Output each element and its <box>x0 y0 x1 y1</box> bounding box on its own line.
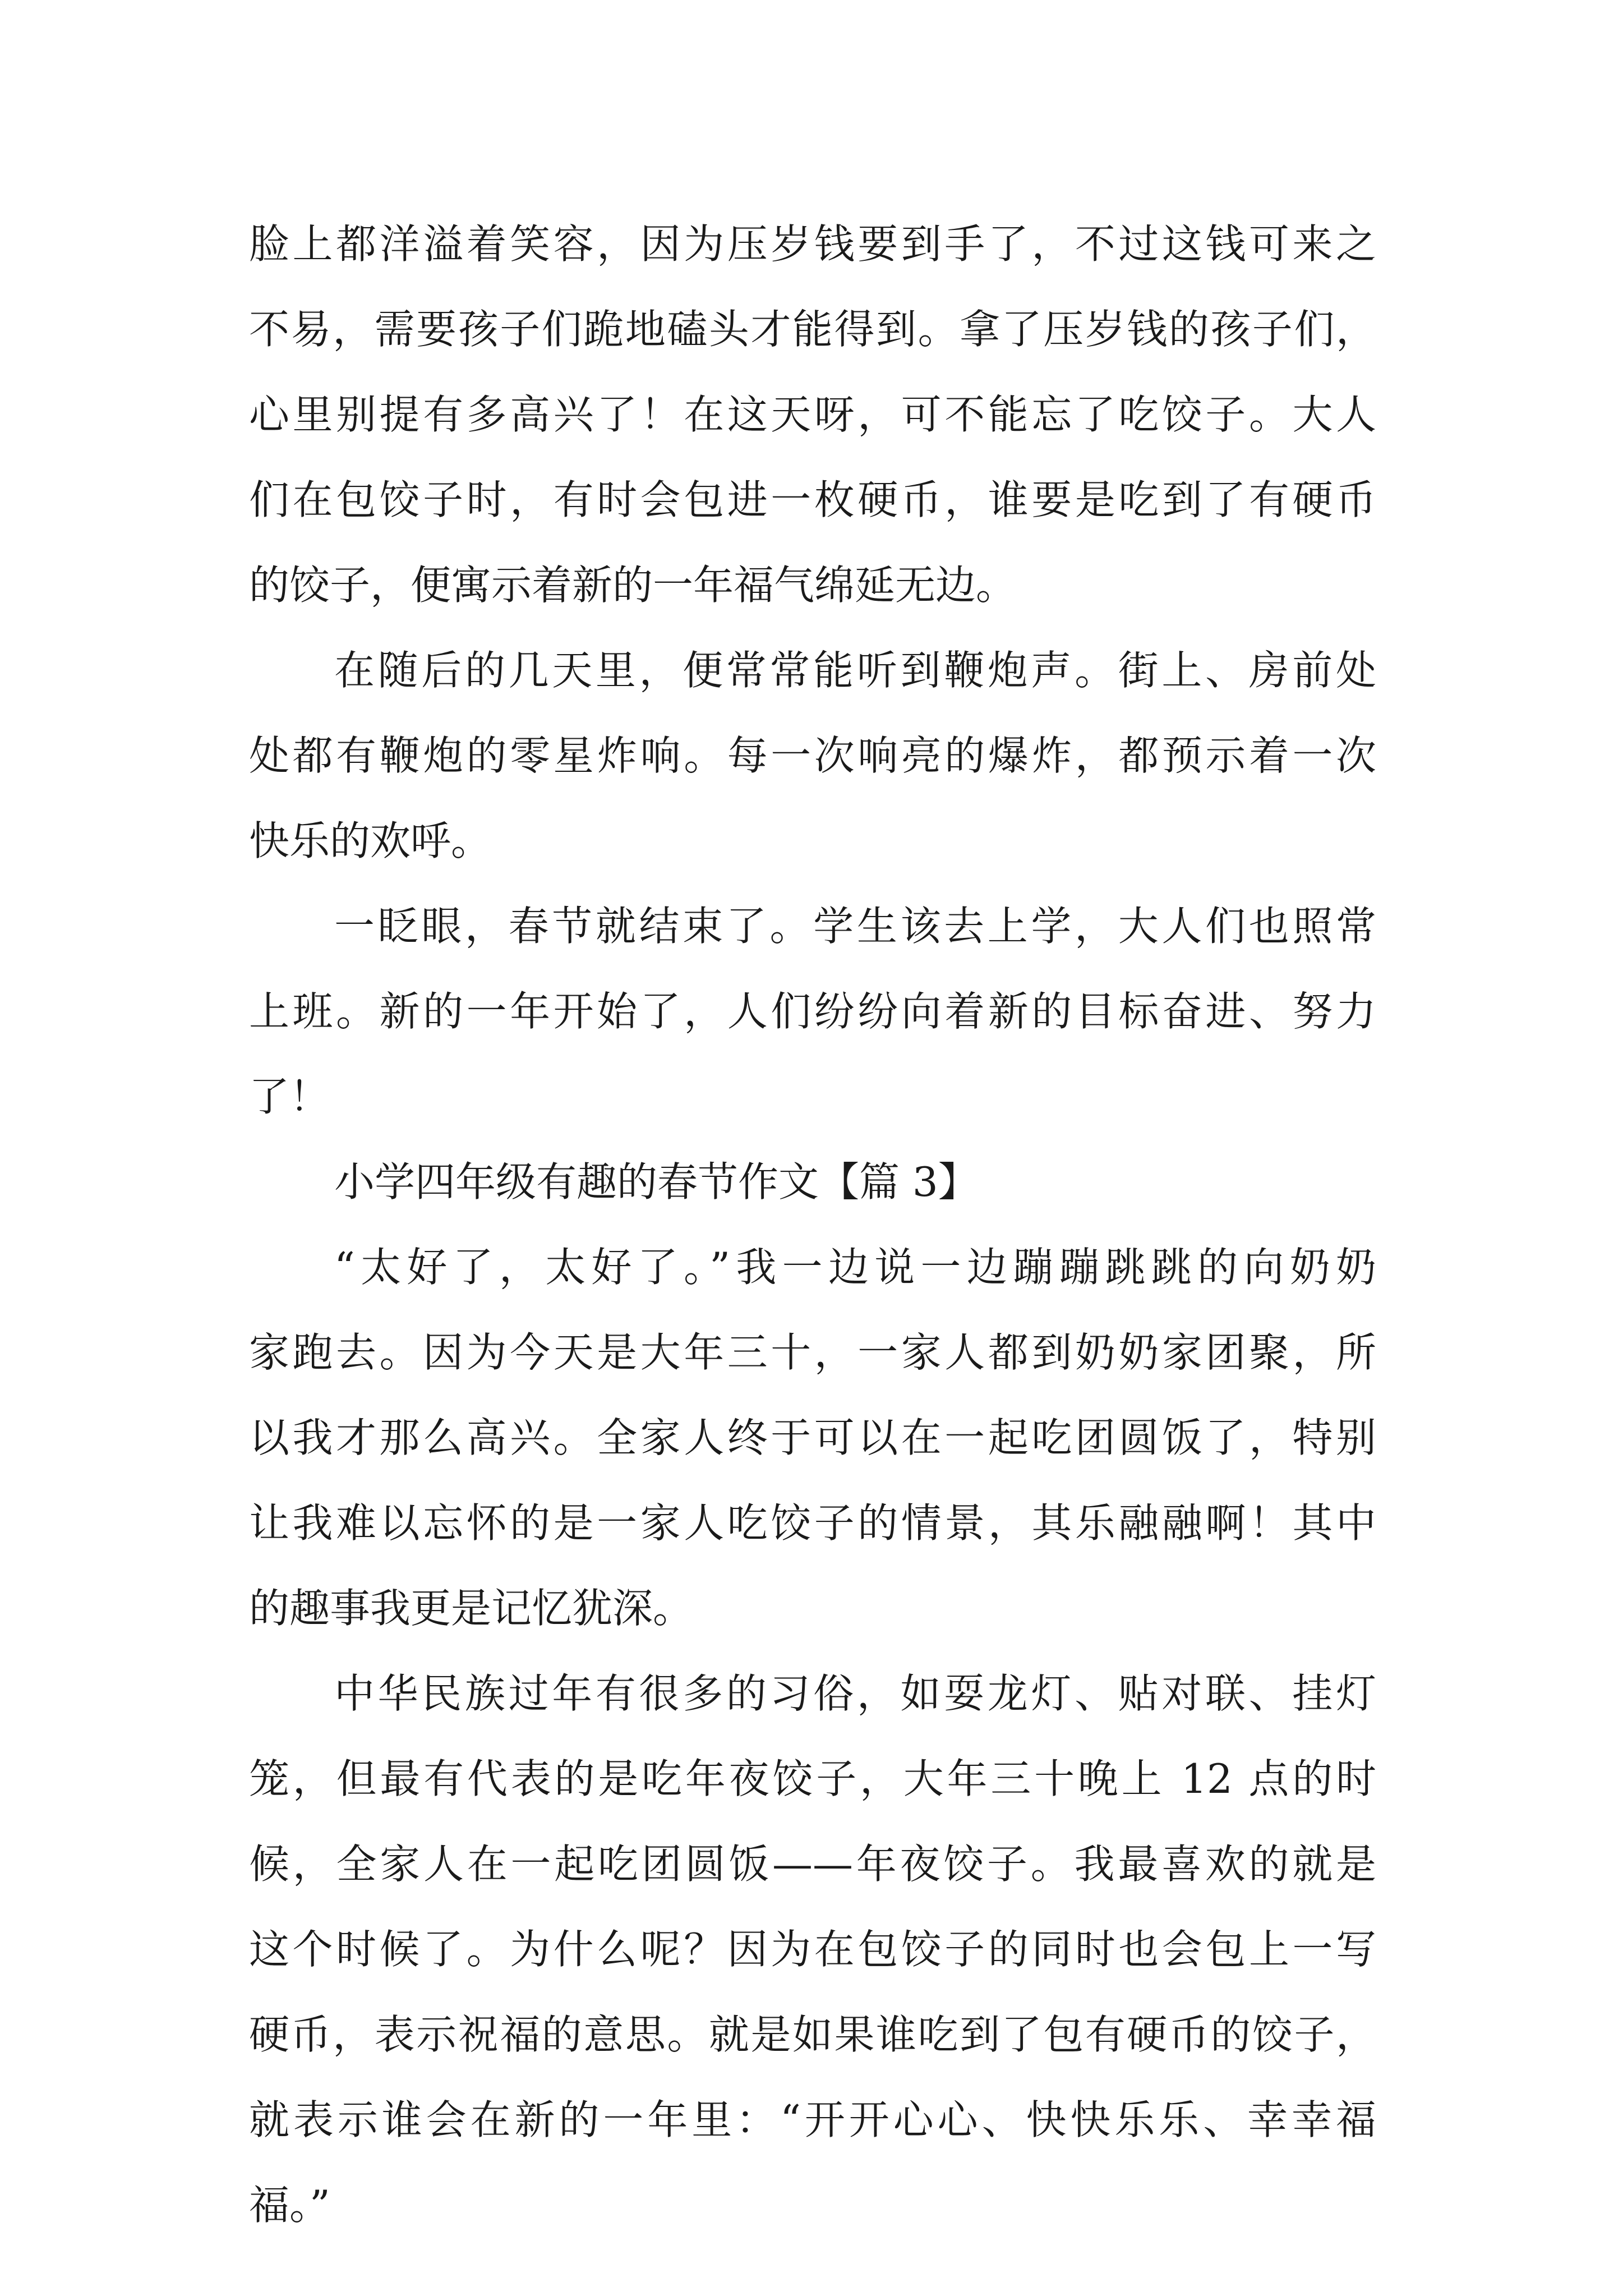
text-line: 硬币，表示祝福的意思。就是如果谁吃到了包有硬币的饺子， <box>249 2011 1376 2058</box>
text-line: 不易，需要孩子们跪地磕头才能得到。拿了压岁钱的孩子们， <box>249 306 1376 353</box>
text-line: 上班。新的一年开始了，人们纷纷向着新的目标奋进、努力 <box>249 988 1376 1035</box>
section-heading: 小学四年级有趣的春节作文【篇 3】 <box>334 1158 979 1205</box>
text-line: 处都有鞭炮的零星炸响。每一次响亮的爆炸，都预示着一次 <box>249 732 1376 779</box>
text-line: 以我才那么高兴。全家人终于可以在一起吃团圆饭了，特别 <box>249 1414 1376 1461</box>
text-line: 在随后的几天里，便常常能听到鞭炮声。街上、房前处 <box>334 647 1376 694</box>
text-line: 的趣事我更是记忆犹深。 <box>249 1585 694 1632</box>
text-line: 的饺子，便寓示着新的一年福气绵延无边。 <box>249 562 1017 609</box>
text-line: 一眨眼，春节就结束了。学生该去上学，大人们也照常 <box>334 903 1376 950</box>
text-line: 脸上都洋溢着笑容，因为压岁钱要到手了，不过这钱可来之 <box>249 220 1376 268</box>
text-line: 候，全家人在一起吃团圆饭——年夜饺子。我最喜欢的就是 <box>249 1841 1376 1888</box>
text-line: 们在包饺子时，有时会包进一枚硬币，谁要是吃到了有硬币 <box>249 476 1376 523</box>
text-line: 让我难以忘怀的是一家人吃饺子的情景，其乐融融啊！其中 <box>249 1499 1376 1547</box>
text-line: 快乐的欢呼。 <box>249 817 492 864</box>
text-line: 笼，但最有代表的是吃年夜饺子，大年三十晚上 12 点的时 <box>249 1755 1376 1802</box>
text-line: 这个时候了。为什么呢？因为在包饺子的同时也会包上一写 <box>249 1926 1376 1973</box>
text-line: 就表示谁会在新的一年里：“开开心心、快快乐乐、幸幸福 <box>249 2096 1376 2143</box>
text-line: 中华民族过年有很多的习俗，如耍龙灯、贴对联、挂灯 <box>334 1670 1376 1717</box>
text-line: 福。” <box>249 2182 330 2229</box>
text-line: 心里别提有多高兴了！在这天呀，可不能忘了吃饺子。大人 <box>249 391 1376 438</box>
text-line: 了！ <box>249 1073 330 1120</box>
text-line: “太好了，太好了。”我一边说一边蹦蹦跳跳的向奶奶 <box>334 1244 1376 1291</box>
text-line: 家跑去。因为今天是大年三十，一家人都到奶奶家团聚，所 <box>249 1329 1376 1376</box>
